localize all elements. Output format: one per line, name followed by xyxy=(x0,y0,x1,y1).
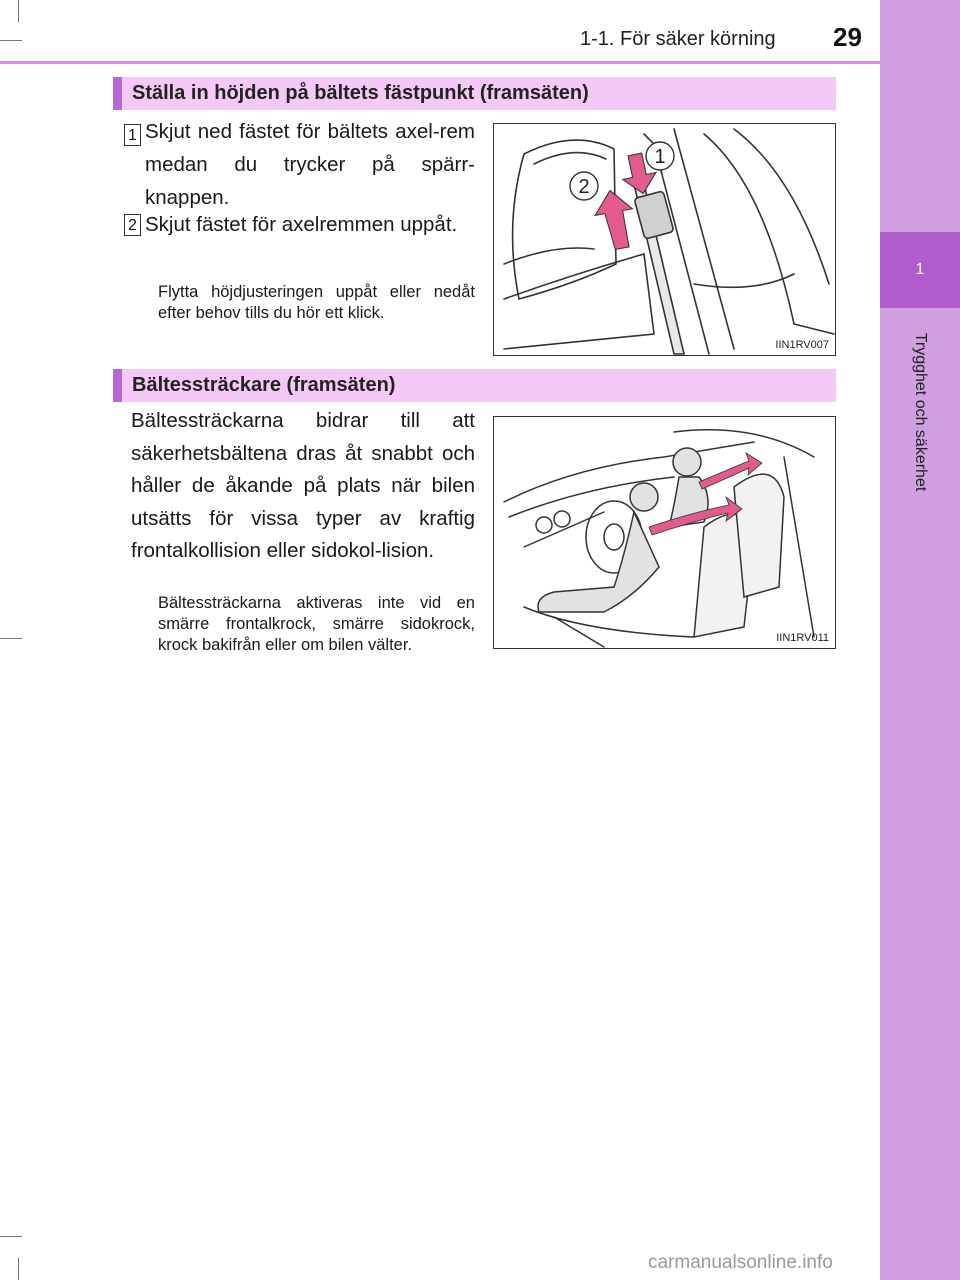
running-header-section: 1-1. För säker körning xyxy=(580,28,776,50)
step-number-1: 1 xyxy=(124,124,141,146)
chapter-title-vertical: Trygghet och säkerhet xyxy=(912,332,929,492)
section-heading-text: Ställa in höjden på bältets fästpunkt (framsäten) xyxy=(132,82,589,104)
callout-2: 2 xyxy=(578,176,590,198)
section-heading-pretensioner xyxy=(113,369,836,402)
watermark: carmanualsonline.info xyxy=(648,1252,833,1273)
pretensioner-figure xyxy=(493,416,836,649)
header-rule xyxy=(0,61,880,64)
step-text-2: Skjut fästet för axelremmen uppåt. xyxy=(145,213,458,236)
figure-code: IIN1RV011 xyxy=(776,632,829,644)
pretensioner-note: Bältessträckarna aktiveras inte vid en smärre frontalkrock, smärre sidokrock, krock bakifrån eller om bilen välter. xyxy=(158,594,475,654)
step-text-1: Skjut ned fästet för bältets axel-rem medan du trycker på spärr-knappen. xyxy=(145,120,475,209)
crop-mark xyxy=(18,0,19,22)
section-heading-anchor-height xyxy=(113,77,836,110)
step-number-2: 2 xyxy=(124,214,141,236)
crop-mark xyxy=(18,1258,19,1280)
chapter-number-tab: 1 xyxy=(880,232,960,308)
callout-1: 1 xyxy=(654,146,666,168)
seatbelt-anchor-figure xyxy=(493,123,836,356)
crop-mark xyxy=(0,40,22,41)
chapter-side-tab xyxy=(880,0,960,1280)
page-number: 29 xyxy=(833,22,862,52)
pretensioner-description: Bältessträckarna bidrar till att säkerhetsbältena dras åt snabbt och håller de åkande på plats när bilen utsätts för vissa typer av kraftig frontalkollision eller sidokol-lision. xyxy=(131,409,475,562)
figure-code: IIN1RV007 xyxy=(775,339,829,351)
crop-mark xyxy=(0,1236,22,1237)
step-note: Flytta höjdjusteringen uppåt eller nedåt efter behov tills du hör ett klick. xyxy=(158,283,475,322)
seatbelt-anchor-illustration xyxy=(494,124,836,356)
pretensioner-illustration xyxy=(494,417,836,649)
section-heading-text: Bältessträckare (framsäten) xyxy=(132,374,396,396)
crop-mark xyxy=(0,638,22,639)
